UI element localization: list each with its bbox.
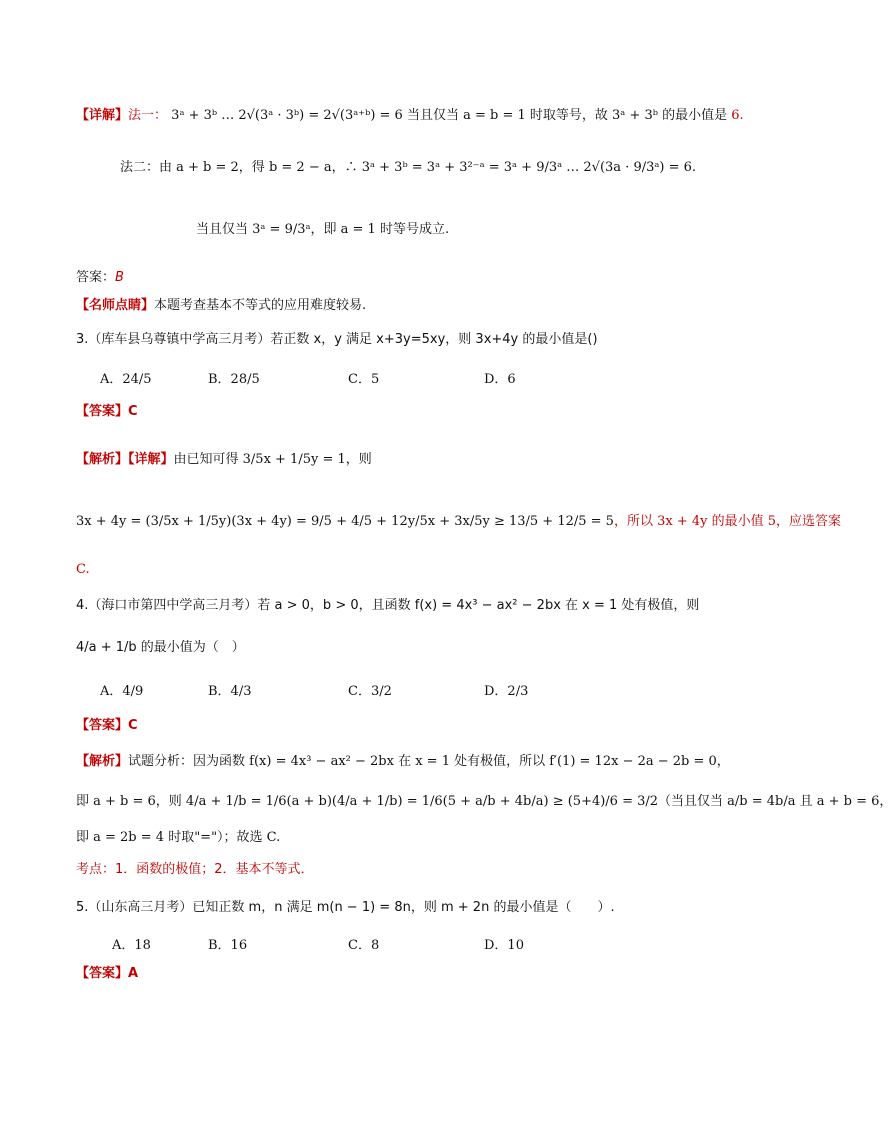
q4-option-b: B．4/3 bbox=[208, 684, 252, 699]
q3-analysis-tail: ，所以 3x + 4y 的最小值 5，应选答案 bbox=[613, 514, 841, 529]
q3-option-c: C．5 bbox=[348, 372, 380, 387]
q5-option-b: B．16 bbox=[208, 938, 248, 953]
q3-stem-text: 3.（库车县乌尊镇中学高三月考）若正数 x，y 满足 x+3y=5xy，则 3x+4y 的最小值是() bbox=[76, 332, 598, 347]
method2-label: 法二： bbox=[120, 160, 160, 175]
q3-analysis-formula: 3x + 4y = (3/5x + 1/5y)(3x + 4y) = 9/5 + 4/5 + 12y/5x + 3x/5y ≥ 13/5 + 12/5 = 5 bbox=[76, 514, 614, 529]
q3-option-a: A．24/5 bbox=[100, 372, 152, 387]
q5-option-c: C．8 bbox=[348, 938, 380, 953]
q4-option-d: D．2/3 bbox=[484, 684, 529, 699]
q3-analysis-main bbox=[76, 514, 841, 530]
detail-tag: 【详解】 bbox=[76, 108, 129, 123]
method1-label: 法一： bbox=[128, 108, 168, 123]
q5-stem: 5.（山东高三月考）已知正数 m，n 满足 m(n − 1) = 8n，则 m + 2n 的最小值是（ ）. bbox=[76, 900, 615, 915]
method2-text: 由 a + b = 2，得 b = 2 − a，∴ 3ᵃ + 3ᵇ = 3ᵃ + 3²⁻ᵃ = 3ᵃ + 9/3ᵃ … 2√(3a · 9/3ᵃ) = 6. bbox=[159, 160, 697, 175]
q2-method1-line bbox=[76, 108, 744, 124]
q3-option-d: D．6 bbox=[484, 372, 516, 387]
q4-stem-b: 4/a + 1/b 的最小值为（ ） bbox=[76, 640, 245, 655]
q3-analysis-last: C. bbox=[76, 562, 90, 577]
q3-analysis-lead bbox=[76, 452, 372, 468]
q3-option-b: B．28/5 bbox=[208, 372, 260, 387]
comment-tag: 【名师点睛】 bbox=[76, 298, 155, 313]
q4-analysis-3: 即 a = 2b = 4 时取"="）；故选 C. bbox=[76, 830, 281, 845]
method1-text: 当且仅当 a = b = 1 时取等号，故 3ᵃ + 3ᵇ 的最小值是 bbox=[406, 108, 728, 123]
q2-answer-line bbox=[76, 270, 124, 286]
comment-text: 本题考查基本不等式的应用难度较易. bbox=[154, 298, 367, 313]
q2-equality-line bbox=[196, 222, 449, 238]
answer-value: B bbox=[115, 270, 124, 285]
q4-option-c: C．3/2 bbox=[348, 684, 392, 699]
q4-analysis-tag: 【解析】 bbox=[76, 754, 129, 769]
q4-kaodian: 考点：1．函数的极值；2．基本不等式． bbox=[76, 862, 314, 877]
method2-equality: 当且仅当 3ᵃ = 9/3ᵃ，即 a = 1 时等号成立. bbox=[196, 222, 450, 237]
q4-analysis-2: 即 a + b = 6，则 4/a + 1/b = 1/6(a + b)(4/a + 1/b) = 1/6(5 + a/b + 4b/a) ≥ (5+4)/6 = 3/2（当且仅当 a/b = 4b/a 且 a + b = 6， bbox=[76, 794, 892, 809]
method1-answer: 6. bbox=[731, 108, 744, 123]
q4-option-a: A．4/9 bbox=[100, 684, 144, 699]
q4-stem-a: 4.（海口市第四中学高三月考）若 a > 0，b > 0，且函数 f(x) = 4x³ − ax² − 2bx 在 x = 1 处有极值，则 bbox=[76, 598, 700, 613]
q3-analysis-lead-text: 由已知可得 3/5x + 1/5y = 1，则 bbox=[173, 452, 372, 467]
q5-answer-tag: 【答案】A bbox=[76, 966, 139, 981]
q4-answer-tag: 【答案】C bbox=[76, 718, 138, 733]
q3-analysis-tag: 【解析】【详解】 bbox=[76, 452, 174, 467]
q3-answer-tag: 【答案】C bbox=[76, 404, 138, 419]
q5-option-d: D．10 bbox=[484, 938, 524, 953]
answer-label: 答案： bbox=[76, 270, 116, 285]
q2-method2-line bbox=[120, 160, 696, 176]
q4-analysis-1: 【解析】试题分析：因为函数 f(x) = 4x³ − ax² − 2bx 在 x = 1 处有极值，所以 f′(1) = 12x − 2a − 2b = 0， bbox=[76, 754, 730, 769]
q5-option-a: A．18 bbox=[112, 938, 151, 953]
q3-stem bbox=[76, 332, 598, 348]
q2-comment-line bbox=[76, 298, 366, 314]
method1-formula: 3ᵃ + 3ᵇ … 2√(3ᵃ · 3ᵇ) = 2√(3ᵃ⁺ᵇ) = 6 bbox=[171, 108, 403, 123]
